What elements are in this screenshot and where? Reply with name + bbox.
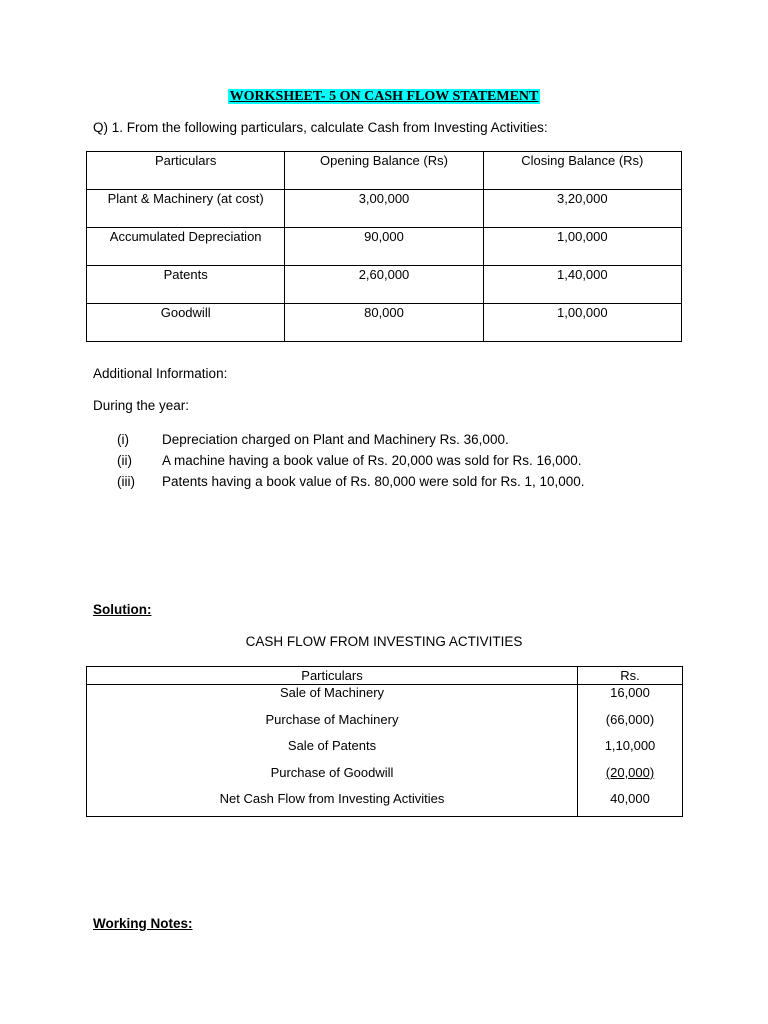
cell-closing: 3,20,000 [483,190,681,228]
note-number: (iii) [117,474,135,489]
cell-particular: Plant & Machinery (at cost) [87,190,285,228]
table-row [87,228,682,266]
additional-info-label: Additional Information: [93,366,228,381]
cell-amount: 40,000 [578,791,683,817]
cell-particular: Sale of Machinery [87,685,578,712]
table-row [87,738,683,765]
cell-particular: Accumulated Depreciation [87,228,285,266]
cell-particular: Goodwill [87,304,285,342]
note-text: Depreciation charged on Plant and Machinery Rs. 36,000. [162,432,509,447]
during-year-label: During the year: [93,398,190,413]
cell-opening: 2,60,000 [285,266,483,304]
cell-closing: 1,00,000 [483,304,681,342]
table-row [87,304,682,342]
cell-particular: Net Cash Flow from Investing Activities [87,791,578,817]
cell-opening: 90,000 [285,228,483,266]
cell-closing: 1,00,000 [483,228,681,266]
cashflow-heading: CASH FLOW FROM INVESTING ACTIVITIES [245,634,523,649]
cell-particular: Patents [87,266,285,304]
underlined-amount: (20,000) [605,764,655,780]
cell-amount: 16,000 [578,685,683,712]
list-item [117,431,585,452]
list-item [117,452,585,473]
header-closing-balance: Closing Balance (Rs) [483,152,681,190]
cell-opening: 80,000 [285,304,483,342]
table-row [87,765,683,792]
table-row-total [87,791,683,817]
cell-amount: (66,000) [578,712,683,739]
table-row [87,712,683,739]
question-text: Q) 1. From the following particulars, calculate Cash from Investing Activities: [93,120,548,135]
note-number: (ii) [117,453,132,468]
cell-opening: 3,00,000 [285,190,483,228]
header-rs: Rs. [578,667,683,685]
note-text: A machine having a book value of Rs. 20,000 was sold for Rs. 16,000. [162,453,582,468]
cell-particular: Purchase of Machinery [87,712,578,739]
list-item [117,473,585,494]
table-row [87,190,682,228]
cell-particular: Purchase of Goodwill [87,765,578,792]
solution-label: Solution: [93,602,152,617]
header-particulars: Particulars [87,152,285,190]
cell-amount [578,765,683,792]
worksheet-title [0,88,768,105]
table-row [87,685,683,712]
cell-particular: Sale of Patents [87,738,578,765]
working-notes-label: Working Notes: [93,916,193,931]
header-opening-balance: Opening Balance (Rs) [285,152,483,190]
header-particulars: Particulars [87,667,578,685]
worksheet-title-text: WORKSHEET- 5 ON CASH FLOW STATEMENT [229,89,539,104]
note-text: Patents having a book value of Rs. 80,000 were sold for Rs. 1, 10,000. [162,474,585,489]
cell-closing: 1,40,000 [483,266,681,304]
table-row [87,266,682,304]
table-header-row [87,152,682,190]
table-header-row [87,667,683,685]
particulars-table [86,151,682,342]
note-number: (i) [117,432,129,447]
cell-amount: 1,10,000 [578,738,683,765]
cashflow-table [86,666,683,817]
notes-list [117,431,585,494]
